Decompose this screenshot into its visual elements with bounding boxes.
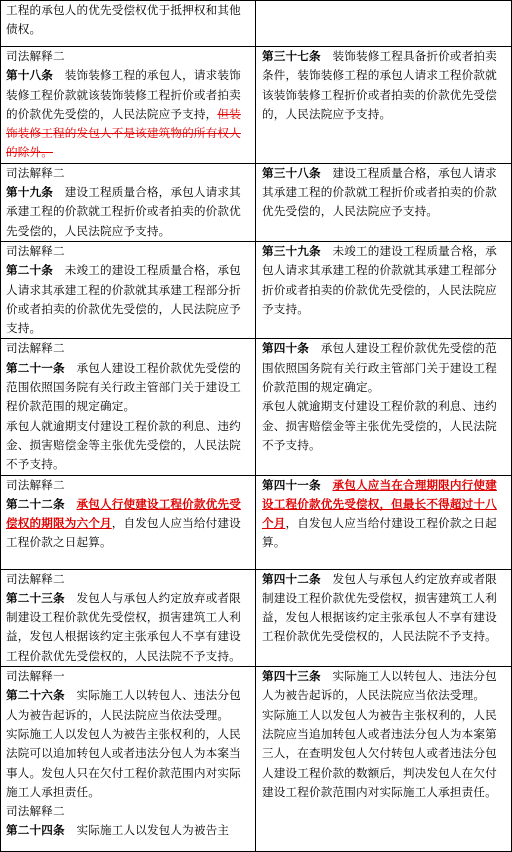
provision-text: 承包人就逾期支付建设工程价款的利息、违约金、损害赔偿金等主张优先受偿的，人民法院不予支持。 bbox=[6, 418, 241, 472]
provision-text: 工程的承包人的优先受偿权优于抵押权和其他债权。 bbox=[6, 3, 241, 37]
source-tag: 司法解释二 bbox=[6, 477, 65, 492]
provision-text: 发包人与承包人约定放弃或者限制建设工程价款优先受偿权，损害建筑工人利益，发包人根据该约定主张承包人不享有建设工程价款优先受偿权的，人民法院不予支持。 bbox=[262, 571, 497, 644]
article-number: 第二十六条 bbox=[6, 688, 65, 703]
table-row bbox=[1, 241, 512, 338]
provision-paragraph bbox=[6, 359, 252, 417]
source-tag: 司法解释二 bbox=[6, 243, 65, 258]
provision-paragraph bbox=[6, 802, 252, 821]
old-provision-cell bbox=[1, 667, 256, 852]
article-number: 第四十二条 bbox=[262, 571, 321, 586]
article-number: 第三十七条 bbox=[262, 49, 321, 63]
new-provision-cell bbox=[256, 47, 512, 164]
article-number: 第二十四条 bbox=[6, 823, 65, 838]
new-provision-cell bbox=[256, 339, 512, 475]
highlighted-text: 承包人行使建设工程价款优先受偿权的期限为六个月 bbox=[6, 496, 241, 531]
provision-paragraph bbox=[262, 164, 507, 222]
new-provision-cell bbox=[256, 667, 512, 852]
provision-paragraph bbox=[262, 570, 507, 647]
provision-text: ，自发包人应当给付建设工程价款之日起算。 bbox=[262, 516, 497, 550]
table-row bbox=[1, 1, 512, 47]
new-provision-cell bbox=[256, 475, 512, 569]
old-provision-cell bbox=[1, 339, 256, 475]
provision-text: 承包人建设工程价款优先受偿的范围依照国务院有关行政主管部门关于建设工程价款范围的规定确定。 bbox=[262, 341, 497, 395]
provision-paragraph bbox=[6, 589, 252, 666]
provision-text: 实际施工人以发包人为被告主张权利的，人民法院应当追加转包人或者违法分包人为本案第三人，在查明发包人欠付转包人或者违法分包人建设工程价款的数额后，判决发包人在欠付建设工程价款范围内对实际施工人承担责任。 bbox=[262, 707, 497, 799]
provision-paragraph bbox=[6, 417, 252, 475]
table-row bbox=[1, 569, 512, 666]
provision-text: 实际施工人以转包人、违法分包人为被告起诉的，人民法院应当依法受理。 bbox=[6, 688, 241, 722]
provision-text: ，自发包人应当给付建设工程价款之日起算。 bbox=[6, 516, 241, 550]
provision-text: 装饰装修工程具备折价或者拍卖条件，装饰装修工程的承包人请求工程价款就该装饰装修工程折价或者拍卖的价款优先受偿的，人民法院应予支持。 bbox=[262, 49, 497, 121]
provision-paragraph bbox=[6, 725, 252, 802]
provision-paragraph bbox=[6, 261, 252, 338]
table-row bbox=[1, 47, 512, 164]
old-provision-cell bbox=[1, 569, 256, 666]
table-row bbox=[1, 339, 512, 475]
provision-text: 实际施工人以发包人为被告主 bbox=[64, 823, 230, 838]
provision-text: 实际施工人以转包人、违法分包人为被告起诉的，人民法院应当依法受理。 bbox=[262, 669, 497, 703]
old-provision-cell bbox=[1, 475, 256, 569]
article-number: 第二十三条 bbox=[6, 590, 65, 605]
provision-text: 未竣工的建设工程质量合格，承包人请求其承建工程的价款就其承建工程部分折价或者拍卖的价款优先受偿的，人民法院应予支持。 bbox=[262, 243, 497, 316]
highlighted-text: 承包人应当在合理期限内行使建设工程价款优先受偿权，但最长不得超过十八个月 bbox=[262, 477, 497, 531]
article-number: 第四十三条 bbox=[262, 669, 321, 684]
provision-paragraph bbox=[262, 706, 507, 802]
provision-paragraph bbox=[6, 686, 252, 725]
provision-text: 未竣工的建设工程质量合格，承包人请求其承建工程的价款就其承建工程部分折价或者拍卖的价款优先受偿的，人民法院应予支持。 bbox=[6, 263, 241, 336]
article-number: 第二十二条 bbox=[6, 496, 65, 511]
provision-text: 司法解释二 bbox=[6, 804, 65, 819]
provision-paragraph bbox=[262, 476, 507, 553]
provision-text: 装饰装修工程的承包人，请求装饰装修工程价款就该装饰装修工程折价或者拍卖的价款优先受偿的，人民法院应予支持， bbox=[6, 68, 241, 121]
provision-text bbox=[321, 478, 333, 492]
provision-paragraph bbox=[262, 47, 507, 124]
provision-paragraph bbox=[6, 66, 252, 162]
provision-paragraph bbox=[6, 1, 252, 40]
article-number: 第二十条 bbox=[6, 263, 53, 278]
article-number: 第四十条 bbox=[262, 341, 309, 356]
provision-text: 实际施工人以发包人为被告主张权利的，人民法院可以追加转包人或者违法分包人为本案当事人。发包人只在欠付工程价款范围内对实际施工人承担责任。 bbox=[6, 726, 241, 799]
new-provision-cell bbox=[256, 1, 512, 47]
source-tag: 司法解释二 bbox=[6, 571, 65, 586]
provision-text bbox=[65, 497, 77, 511]
provision-text: 承包人就逾期支付建设工程价款的利息、违约金、损害赔偿金等主张优先受偿的，人民法院不予支持。 bbox=[262, 399, 497, 452]
new-provision-cell bbox=[256, 163, 512, 241]
article-number: 第三十八条 bbox=[262, 165, 321, 180]
old-provision-cell bbox=[1, 1, 256, 47]
new-provision-cell bbox=[256, 569, 512, 666]
provision-text: 发包人与承包人约定放弃或者限制建设工程价款优先受偿权，损害建筑工人利益，发包人根据该约定主张承包人不享有建设工程价款优先受偿权的，人民法院不予支持。 bbox=[6, 590, 241, 663]
provision-paragraph bbox=[6, 821, 252, 840]
highlighted-text: 但装饰装修工程的发包人不是该建筑物的所有权人的除外。 bbox=[6, 106, 241, 160]
source-tag: 司法解释一 bbox=[6, 669, 65, 684]
provision-text: 建设工程质量合格，承包人请求其承建工程的价款就工程折价或者拍卖的价款优先受偿的，人民法院应予支持。 bbox=[262, 165, 497, 219]
new-provision-cell bbox=[256, 241, 512, 338]
provision-paragraph bbox=[6, 183, 252, 241]
provision-text: 承包人建设工程价款优先受偿的范围依照国务院有关行政主管部门关于建设工程价款范围的规定确定。 bbox=[6, 360, 241, 414]
source-tag: 司法解释二 bbox=[6, 341, 65, 356]
provision-paragraph bbox=[6, 495, 252, 553]
source-tag: 司法解释二 bbox=[6, 165, 65, 180]
provision-text: 建设工程质量合格，承包人请求其承建工程的价款就工程折价或者拍卖的价款优先受偿的，人民法院应予支持。 bbox=[6, 185, 241, 238]
article-number: 第十八条 bbox=[6, 68, 53, 83]
provision-paragraph bbox=[262, 397, 507, 455]
old-provision-cell bbox=[1, 241, 256, 338]
table-row bbox=[1, 163, 512, 241]
provision-paragraph bbox=[262, 339, 507, 397]
article-number: 第二十一条 bbox=[6, 360, 65, 375]
provision-paragraph bbox=[262, 667, 507, 706]
article-number: 第三十九条 bbox=[262, 243, 321, 258]
table-row bbox=[1, 667, 512, 852]
table-row bbox=[1, 475, 512, 569]
source-tag: 司法解释二 bbox=[6, 49, 65, 63]
article-number: 第四十一条 bbox=[262, 477, 321, 492]
old-provision-cell bbox=[1, 47, 256, 164]
old-provision-cell bbox=[1, 163, 256, 241]
article-number: 第十九条 bbox=[6, 185, 53, 200]
provision-paragraph bbox=[262, 242, 507, 319]
